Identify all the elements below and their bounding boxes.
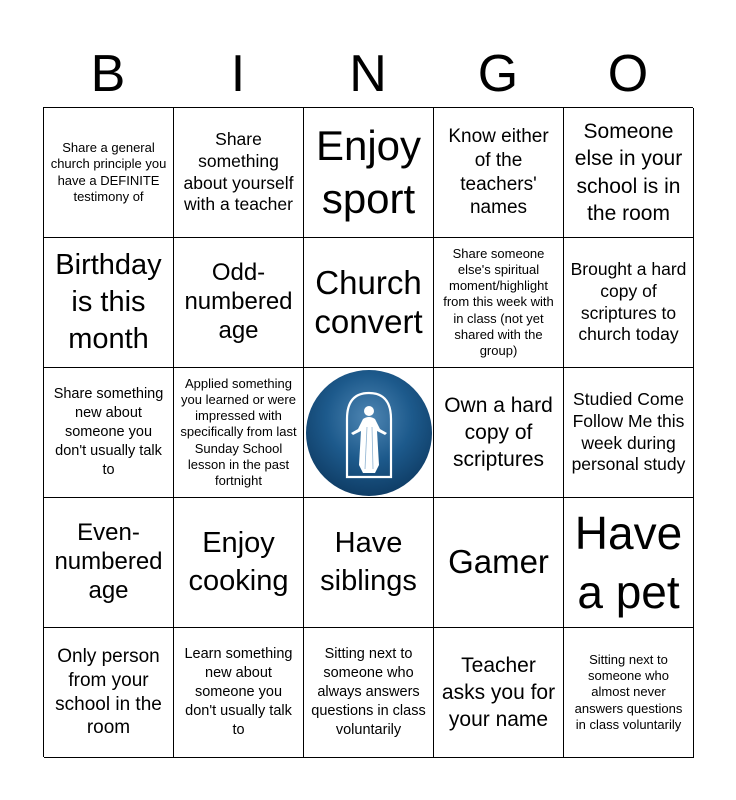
header-letter-g: G <box>477 45 519 103</box>
bingo-cell-r4c2[interactable]: Enjoy cooking <box>174 498 304 628</box>
bingo-cell-r4c4[interactable]: Gamer <box>434 498 564 628</box>
bingo-cell-r2c1[interactable]: Birthday is this month <box>44 238 174 368</box>
free-space-cell[interactable] <box>304 368 434 498</box>
header-letter-b: B <box>90 45 126 103</box>
bingo-header <box>43 40 693 108</box>
bingo-cell-r3c5[interactable]: Studied Come Follow Me this week during personal study <box>564 368 694 498</box>
bingo-cell-r1c3[interactable]: Enjoy sport <box>304 108 434 238</box>
bingo-cell-r5c1[interactable]: Only person from your school in the room <box>44 628 174 758</box>
bingo-cell-r2c2[interactable]: Odd-numbered age <box>174 238 304 368</box>
bingo-cell-r5c5[interactable]: Sitting next to someone who almost never answers questions in class voluntarily <box>564 628 694 758</box>
bingo-cell-r1c1[interactable]: Share a general church principle you have a DEFINITE testimony of <box>44 108 174 238</box>
bingo-cell-r5c4[interactable]: Teacher asks you for your name <box>434 628 564 758</box>
bingo-cell-r3c1[interactable]: Share something new about someone you don't usually talk to <box>44 368 174 498</box>
christus-statue-logo-icon <box>305 369 433 497</box>
bingo-card-grid <box>43 107 693 757</box>
bingo-cell-r2c4[interactable]: Share someone else's spiritual moment/highlight from this week with in class (not yet shared with the group) <box>434 238 564 368</box>
bingo-cell-r2c3[interactable]: Church convert <box>304 238 434 368</box>
header-letter-i: I <box>230 45 246 103</box>
bingo-cell-r3c4[interactable]: Own a hard copy of scriptures <box>434 368 564 498</box>
bingo-cell-r5c2[interactable]: Learn something new about someone you don't usually talk to <box>174 628 304 758</box>
header-letter-o: O <box>607 45 649 103</box>
bingo-cell-r4c1[interactable]: Even-numbered age <box>44 498 174 628</box>
bingo-cell-r1c4[interactable]: Know either of the teachers' names <box>434 108 564 238</box>
bingo-cell-r3c2[interactable]: Applied something you learned or were impressed with specifically from last Sunday School lesson in the past fortnight <box>174 368 304 498</box>
bingo-cell-r2c5[interactable]: Brought a hard copy of scriptures to church today <box>564 238 694 368</box>
bingo-cell-r1c5[interactable]: Someone else in your school is in the room <box>564 108 694 238</box>
bingo-cell-r5c3[interactable]: Sitting next to someone who always answers questions in class voluntarily <box>304 628 434 758</box>
bingo-cell-r1c2[interactable]: Share something about yourself with a teacher <box>174 108 304 238</box>
bingo-cell-r4c3[interactable]: Have siblings <box>304 498 434 628</box>
bingo-cell-r4c5[interactable]: Have a pet <box>564 498 694 628</box>
header-letter-n: N <box>349 45 387 103</box>
